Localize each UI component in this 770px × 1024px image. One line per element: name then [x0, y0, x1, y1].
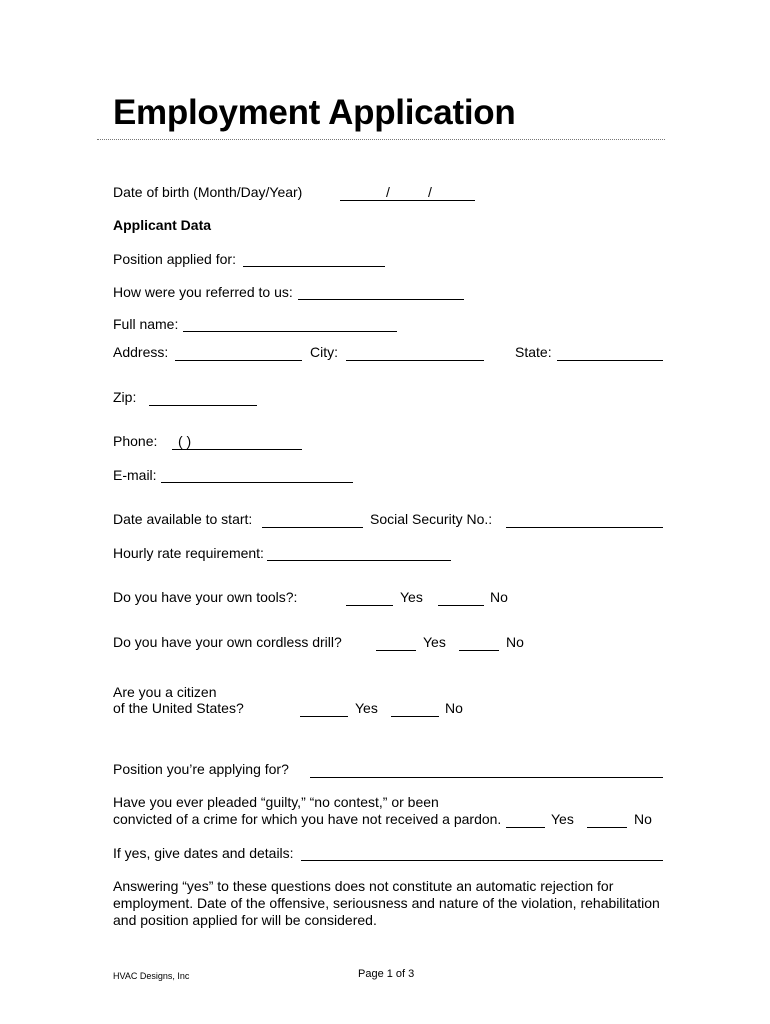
guilty-question-line-1: Have you ever pleaded “guilty,” “no contest,” or been: [113, 794, 439, 810]
guilty-no-label: No: [634, 811, 652, 827]
hourly-rate-field[interactable]: [267, 560, 451, 561]
email-label: E-mail:: [113, 467, 157, 483]
dob-label: Date of birth (Month/Day/Year): [113, 184, 303, 200]
notice-line-2: employment. Date of the offensive, seriousness and nature of the violation, rehabilitation: [113, 895, 660, 911]
tools-yes-label: Yes: [400, 589, 423, 605]
drill-no-field[interactable]: [459, 650, 499, 651]
details-field[interactable]: [301, 860, 663, 861]
footer-page-number: Page 1 of 3: [358, 968, 415, 980]
dob-field[interactable]: [340, 200, 475, 201]
notice-line-3: and position applied for will be considered.: [113, 912, 377, 928]
guilty-no-field[interactable]: [587, 827, 627, 828]
citizen-no-label: No: [445, 700, 463, 716]
ssn-field[interactable]: [506, 527, 663, 528]
date-available-label: Date available to start:: [113, 511, 253, 527]
details-label: If yes, give dates and details:: [113, 845, 294, 861]
guilty-yes-label: Yes: [551, 811, 574, 827]
zip-label: Zip:: [113, 389, 137, 405]
city-field[interactable]: [346, 360, 484, 361]
state-label: State:: [515, 344, 552, 360]
tools-question: Do you have your own tools?:: [113, 589, 298, 605]
phone-area-code: ( ): [178, 433, 192, 449]
city-label: City:: [310, 344, 338, 360]
position-question: Position you’re applying for?: [113, 761, 289, 777]
state-field[interactable]: [557, 360, 663, 361]
hourly-rate-label: Hourly rate requirement:: [113, 545, 264, 561]
dob-slash-2: /: [428, 184, 432, 200]
drill-yes-label: Yes: [423, 634, 446, 650]
position-applied-label: Position applied for:: [113, 251, 236, 267]
referred-field[interactable]: [298, 299, 464, 300]
drill-question: Do you have your own cordless drill?: [113, 634, 342, 650]
full-name-field[interactable]: [183, 331, 397, 332]
footer-company: HVAC Designs, Inc: [113, 971, 190, 981]
citizen-no-field[interactable]: [391, 716, 439, 717]
tools-yes-field[interactable]: [346, 605, 393, 606]
citizen-yes-field[interactable]: [300, 716, 348, 717]
title-divider: [97, 139, 665, 140]
address-label: Address:: [113, 344, 169, 360]
page-title: Employment Application: [113, 93, 516, 132]
dob-slash-1: /: [386, 184, 390, 200]
applicant-data-heading: Applicant Data: [113, 217, 212, 233]
citizen-yes-label: Yes: [355, 700, 378, 716]
tools-no-field[interactable]: [438, 605, 484, 606]
position-applied-field[interactable]: [243, 266, 385, 267]
phone-label: Phone:: [113, 433, 158, 449]
address-field[interactable]: [175, 360, 302, 361]
date-available-field[interactable]: [262, 527, 363, 528]
citizen-question-line-1: Are you a citizen: [113, 684, 217, 700]
tools-no-label: No: [490, 589, 508, 605]
full-name-label: Full name:: [113, 316, 179, 332]
notice-line-1: Answering “yes” to these questions does not constitute an automatic rejection for: [113, 878, 614, 894]
citizen-question-line-2: of the United States?: [113, 700, 244, 716]
guilty-question-line-2: convicted of a crime for which you have not received a pardon.: [113, 811, 502, 827]
ssn-label: Social Security No.:: [370, 511, 493, 527]
phone-field[interactable]: [172, 449, 302, 450]
referred-label: How were you referred to us:: [113, 284, 293, 300]
position-field[interactable]: [310, 777, 663, 778]
email-field[interactable]: [161, 482, 353, 483]
zip-field[interactable]: [149, 405, 257, 406]
drill-no-label: No: [506, 634, 524, 650]
drill-yes-field[interactable]: [376, 650, 416, 651]
guilty-yes-field[interactable]: [506, 827, 545, 828]
